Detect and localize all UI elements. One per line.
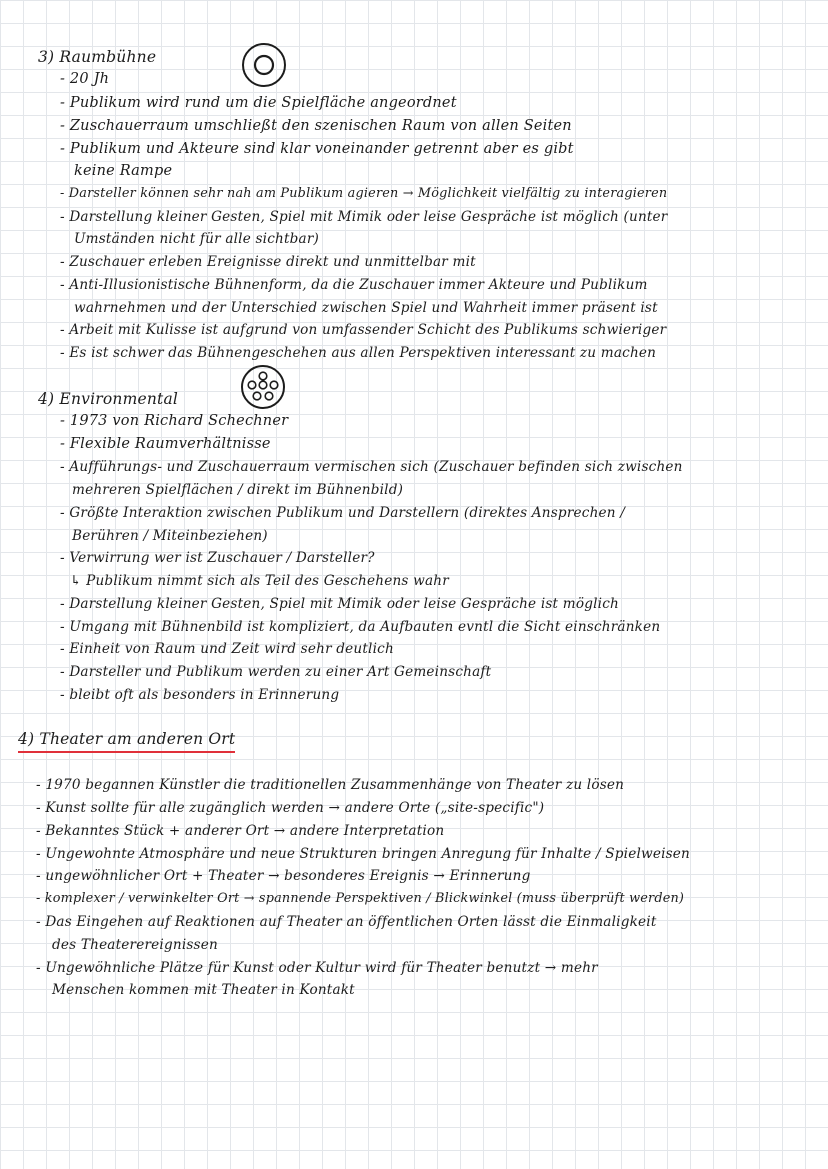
list-item: - Verwirrung wer ist Zuschauer / Darsteller? <box>60 550 375 566</box>
list-item: - komplexer / verwinkelter Ort → spannende Perspektiven / Blickwinkel (muss überprüft werden) <box>36 891 685 906</box>
list-item: - Publikum und Akteure sind klar voneinander getrennt aber es gibt <box>60 141 574 157</box>
list-item: Umständen nicht für alle sichtbar) <box>74 231 320 247</box>
list-item: - Aufführungs- und Zuschauerraum vermischen sich (Zuschauer befinden sich zwischen <box>60 459 683 475</box>
list-item: - Darsteller können sehr nah am Publikum agieren → Möglichkeit vielfältig zu interagieren <box>60 186 668 201</box>
list-item: - Größte Interaktion zwischen Publikum und Darstellern (direktes Ansprechen / <box>60 505 626 521</box>
list-item: - Darstellung kleiner Gesten, Spiel mit Mimik oder leise Gespräche ist möglich (unter <box>60 209 668 225</box>
list-item: - 1970 begannen Künstler die traditionellen Zusammenhänge von Theater zu lösen <box>36 777 625 793</box>
list-item: Menschen kommen mit Theater in Kontakt <box>52 982 355 998</box>
list-item: ↳ Publikum nimmt sich als Teil des Geschehens wahr <box>70 573 449 589</box>
list-item: - Ungewohnte Atmosphäre und neue Strukturen bringen Anregung für Inhalte / Spielweisen <box>36 846 691 862</box>
environmental-stage-icon <box>240 364 286 410</box>
list-item: - Flexible Raumverhältnisse <box>60 436 271 452</box>
section-heading-raumbuehne: 3) Raumbühne <box>38 48 157 66</box>
list-item: - Ungewöhnliche Plätze für Kunst oder Kultur wird für Theater benutzt → mehr <box>36 960 598 976</box>
list-item: - Anti-Illusionistische Bühnenform, da die Zuschauer immer Akteure und Publikum <box>60 277 648 293</box>
list-item: - 20 Jh <box>60 71 110 87</box>
list-item: - Zuschauerraum umschließt den szenischen Raum von allen Seiten <box>60 118 572 134</box>
list-item: - Publikum wird rund um die Spielfläche angeordnet <box>60 95 457 111</box>
section-heading-theater-am-anderen-ort: 4) Theater am anderen Ort <box>18 730 235 753</box>
list-item: - bleibt oft als besonders in Erinnerung <box>60 687 340 703</box>
list-item: - Bekanntes Stück + anderer Ort → andere Interpretation <box>36 823 445 839</box>
list-item: - Einheit von Raum und Zeit wird sehr deutlich <box>60 641 394 657</box>
section-heading-environmental: 4) Environmental <box>38 390 179 408</box>
list-item: - Umgang mit Bühnenbild ist kompliziert, da Aufbauten evntl die Sicht einschränken <box>60 619 661 635</box>
list-item: mehreren Spielflächen / direkt im Bühnenbild) <box>72 482 404 498</box>
list-item: - Es ist schwer das Bühnengeschehen aus allen Perspektiven interessant zu machen <box>60 345 657 361</box>
list-item: Berühren / Miteinbeziehen) <box>72 528 268 544</box>
list-item: wahrnehmen und der Unterschied zwischen Spiel und Wahrheit immer präsent ist <box>74 300 658 316</box>
list-item: - Kunst sollte für alle zugänglich werden → andere Orte („site-specific") <box>36 800 545 816</box>
list-item: keine Rampe <box>74 163 173 179</box>
list-item: - ungewöhnlicher Ort + Theater → besonderes Ereignis → Erinnerung <box>36 868 531 884</box>
list-item: - Darstellung kleiner Gesten, Spiel mit Mimik oder leise Gespräche ist möglich <box>60 596 619 612</box>
list-item: des Theaterereignissen <box>52 937 218 953</box>
list-item: - Das Eingehen auf Reaktionen auf Theater an öffentlichen Orten lässt die Einmaligkeit <box>36 914 657 930</box>
arena-stage-icon <box>241 42 287 88</box>
list-item: - Zuschauer erleben Ereignisse direkt und unmittelbar mit <box>60 254 476 270</box>
list-item: - Darsteller und Publikum werden zu einer Art Gemeinschaft <box>60 664 492 680</box>
list-item: - Arbeit mit Kulisse ist aufgrund von umfassender Schicht des Publikums schwieriger <box>60 322 667 338</box>
list-item: - 1973 von Richard Schechner <box>60 413 289 429</box>
